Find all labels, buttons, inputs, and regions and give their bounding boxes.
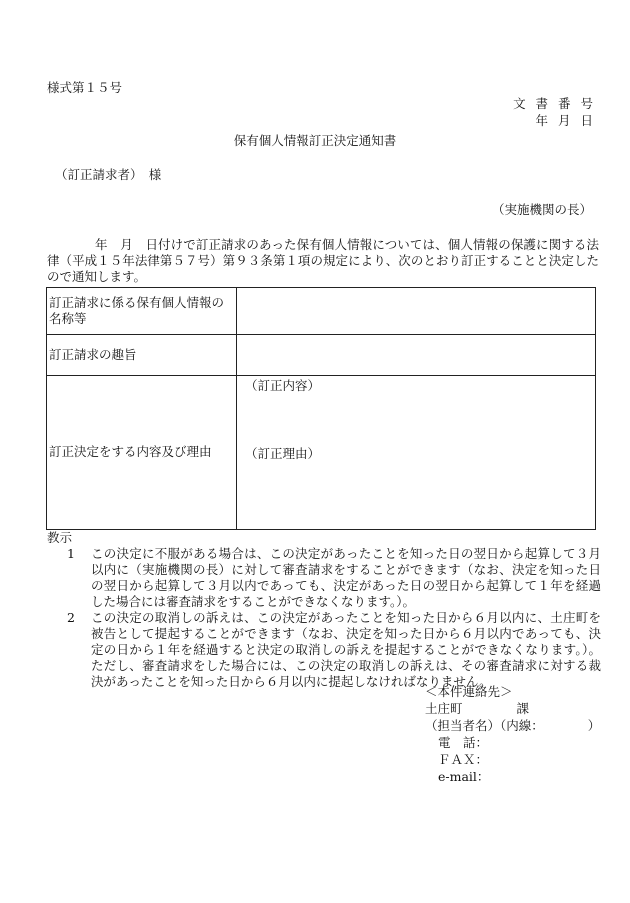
row-label-request-purpose: 訂正請求の趣旨	[47, 335, 237, 376]
contact-fax: ＦＡＸ：	[438, 752, 489, 767]
document-number-label: 文 書 番 号	[513, 96, 596, 111]
contact-email: e-mail：	[438, 769, 490, 784]
item-number: 1	[67, 546, 75, 561]
contact-person	[425, 717, 600, 734]
row-label-info-name: 訂正請求に係る保有個人情報の名称等	[47, 288, 237, 335]
date-label: 年 月 日	[535, 113, 596, 128]
correction-reason-label: （訂正理由）	[245, 446, 321, 461]
sender: （実施機関の長）	[491, 202, 592, 217]
info-name-cell	[237, 288, 596, 335]
contact-block	[425, 683, 600, 785]
department-suffix: 課	[516, 701, 530, 716]
contact-department	[425, 700, 600, 717]
table-row	[47, 335, 596, 376]
request-purpose-cell	[237, 335, 596, 376]
form-number: 様式第１５号	[47, 80, 123, 95]
item-text: この決定に不服がある場合は、この決定があったことを知った日の翌日から起算して３月以内に（実施機関の長）に対して審査請求をすることができます（なお、決定を知った日の翌日から起算して３月以内であっても、決定があった日の翌日から起算して１年を経過した場合には審査請求をすることができなくなります。）。	[91, 546, 601, 609]
contact-heading: ＜本件連絡先＞	[425, 684, 513, 699]
list-item	[47, 546, 601, 610]
correction-content-label: （訂正内容）	[245, 378, 321, 393]
department-prefix: 土庄町	[425, 701, 463, 716]
item-text: この決定の取消しの訴えは、この決定があったことを知った日から６月以内に、土庄町を被告として提起することができます（なお、決定を知った日から６月以内であっても、決定の日から１年を経過すると決定の取消しの訴えを提起することができなくなります。）。ただし、審査請求をした場合には、この決定の取消しの訴えは、その審査請求に対する裁決があったことを知った日から６月以内に提起しなければなりません。	[91, 610, 601, 689]
document-number-block	[513, 96, 596, 130]
correction-table	[46, 287, 596, 530]
person-close: ）	[587, 718, 601, 733]
document-title: 保有個人情報訂正決定通知書	[233, 133, 397, 148]
instructions-list	[47, 546, 601, 690]
decision-cell	[237, 376, 596, 530]
instructions-heading: 教示	[47, 530, 73, 545]
list-item	[47, 610, 601, 690]
table-row	[47, 376, 596, 530]
row-label-decision: 訂正決定をする内容及び理由	[47, 376, 237, 530]
person-label: （担当者名）（内線：	[425, 718, 544, 733]
table-row	[47, 288, 596, 335]
intro-paragraph: 年 月 日付けで訂正請求のあった保有個人情報については、個人情報の保護に関する法律（平成１５年法律第５７号）第９３条第１項の規定により、次のとおり訂正することと決定したので通知します。	[47, 237, 599, 284]
contact-phone: 電 話：	[438, 735, 489, 750]
addressee: （訂正請求者） 様	[55, 167, 162, 182]
item-number: 2	[67, 610, 75, 625]
